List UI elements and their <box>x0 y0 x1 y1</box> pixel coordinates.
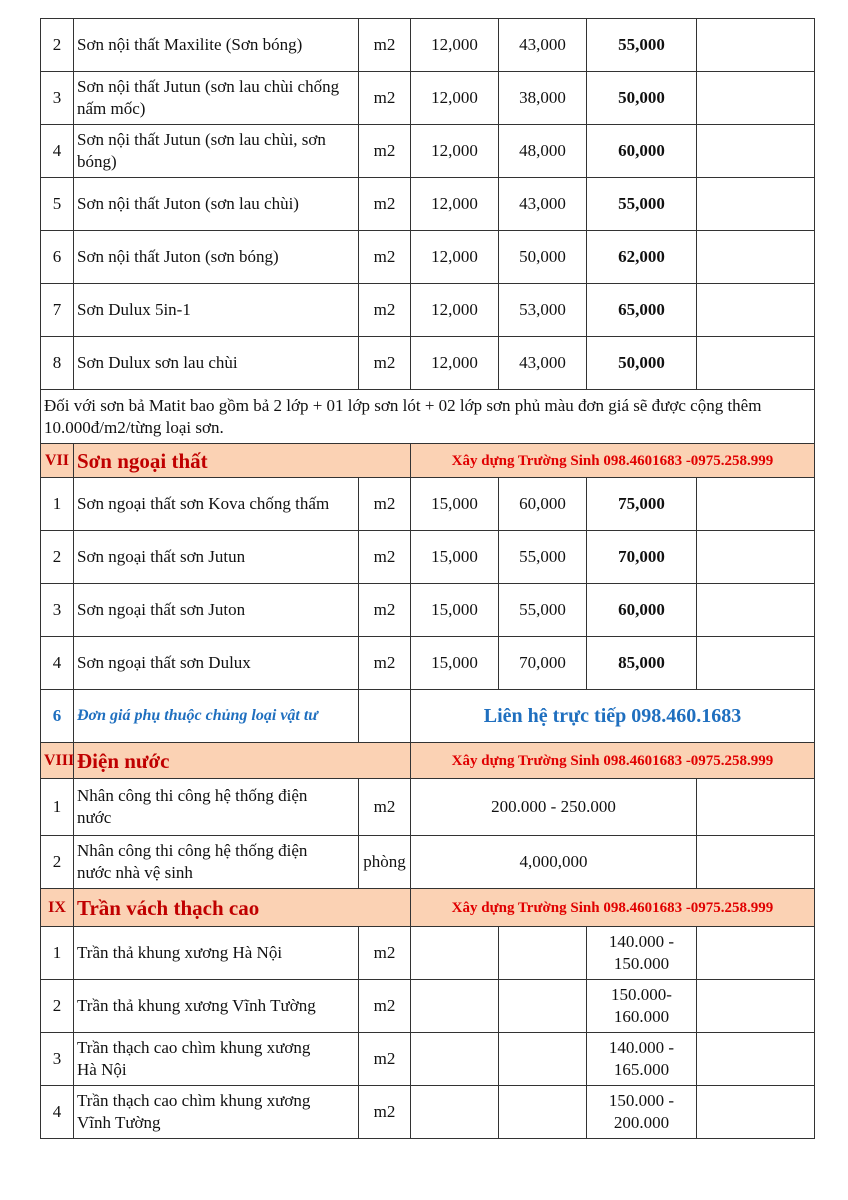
row-number: 1 <box>41 927 74 980</box>
table-row <box>41 1086 815 1139</box>
total-price: 50,000 <box>587 72 697 125</box>
price-line: 140.000 - <box>608 932 675 951</box>
row-number: 4 <box>41 125 74 178</box>
row-number: 7 <box>41 284 74 337</box>
section-header <box>41 743 815 779</box>
empty-cell <box>697 231 815 284</box>
labor-price: 12,000 <box>411 178 499 231</box>
material-price: 43,000 <box>499 337 587 390</box>
unit: m2 <box>359 72 411 125</box>
total-price: 50,000 <box>587 337 697 390</box>
row-number: 5 <box>41 178 74 231</box>
table-row <box>41 1033 815 1086</box>
empty-cell <box>411 1086 499 1139</box>
row-number: 8 <box>41 337 74 390</box>
table-row <box>41 19 815 72</box>
price-range <box>587 1086 697 1139</box>
direct-contact: Liên hệ trực tiếp 098.460.1683 <box>411 690 815 743</box>
empty-cell <box>697 125 815 178</box>
material-price: 70,000 <box>499 637 587 690</box>
unit: m2 <box>359 584 411 637</box>
empty-cell <box>499 927 587 980</box>
material-price: 53,000 <box>499 284 587 337</box>
price-line: 150.000 - <box>608 1091 675 1110</box>
labor-price: 15,000 <box>411 637 499 690</box>
item-name: Sơn ngoại thất sơn Dulux <box>74 637 359 690</box>
empty-cell <box>697 1033 815 1086</box>
section-number: VII <box>41 444 74 478</box>
item-name-line: Trần thả khung xương Hà Nội <box>77 943 283 962</box>
item-name <box>74 779 359 836</box>
unit: phòng <box>359 836 411 889</box>
price-range <box>587 1033 697 1086</box>
table-row <box>41 690 815 743</box>
price-line: 165.000 <box>613 1060 670 1079</box>
item-name: Sơn ngoại thất sơn Jutun <box>74 531 359 584</box>
total-price: 65,000 <box>587 284 697 337</box>
empty-cell <box>697 284 815 337</box>
item-name <box>74 836 359 889</box>
item-name-line: Vĩnh Tường <box>77 1113 161 1132</box>
unit: m2 <box>359 927 411 980</box>
unit: m2 <box>359 531 411 584</box>
unit: m2 <box>359 478 411 531</box>
labor-price: 12,000 <box>411 337 499 390</box>
company-contact: Xây dựng Trường Sinh 098.4601683 -0975.258.999 <box>411 444 815 478</box>
labor-price: 15,000 <box>411 531 499 584</box>
unit: m2 <box>359 637 411 690</box>
labor-price: 12,000 <box>411 125 499 178</box>
empty-cell <box>499 1033 587 1086</box>
section-title: Điện nước <box>74 743 411 779</box>
table-row <box>41 836 815 889</box>
unit: m2 <box>359 231 411 284</box>
empty-cell <box>697 337 815 390</box>
empty-cell <box>697 1086 815 1139</box>
section-header <box>41 889 815 927</box>
row-number: 2 <box>41 980 74 1033</box>
table-row <box>41 531 815 584</box>
item-name <box>74 1033 359 1086</box>
unit: m2 <box>359 337 411 390</box>
empty-cell <box>499 1086 587 1139</box>
material-price: 55,000 <box>499 584 587 637</box>
item-name-line: Trần thả khung xương Vĩnh Tường <box>77 996 316 1015</box>
empty-cell <box>697 178 815 231</box>
table-row <box>41 231 815 284</box>
table-row <box>41 178 815 231</box>
table-row <box>41 980 815 1033</box>
item-name: Sơn nội thất Jutun (sơn lau chùi chống nấm mốc) <box>74 72 359 125</box>
table-row <box>41 478 815 531</box>
material-price: 50,000 <box>499 231 587 284</box>
material-price: 38,000 <box>499 72 587 125</box>
table-row <box>41 637 815 690</box>
section-title: Trần vách thạch cao <box>74 889 411 927</box>
note-row <box>41 390 815 444</box>
total-price: 60,000 <box>587 125 697 178</box>
section-number: VIII <box>41 743 74 779</box>
row-number: 3 <box>41 1033 74 1086</box>
material-price: 60,000 <box>499 478 587 531</box>
price-line: 150.000 <box>613 954 670 973</box>
table-row <box>41 125 815 178</box>
price-line: 160.000 <box>613 1007 670 1026</box>
material-price: 43,000 <box>499 19 587 72</box>
total-price: 62,000 <box>587 231 697 284</box>
price-range <box>587 980 697 1033</box>
unit: m2 <box>359 779 411 836</box>
item-name: Sơn nội thất Maxilite (Sơn bóng) <box>74 19 359 72</box>
empty-cell <box>359 690 411 743</box>
total-price: 85,000 <box>587 637 697 690</box>
empty-cell <box>697 980 815 1033</box>
table-row <box>41 337 815 390</box>
row-number: 2 <box>41 531 74 584</box>
empty-cell <box>697 478 815 531</box>
price-line: 140.000 - <box>608 1038 675 1057</box>
labor-price: 15,000 <box>411 478 499 531</box>
item-name: Sơn Dulux sơn lau chùi <box>74 337 359 390</box>
item-name: Sơn nội thất Juton (sơn lau chùi) <box>74 178 359 231</box>
item-name <box>74 1086 359 1139</box>
total-price: 55,000 <box>587 178 697 231</box>
price-range <box>587 927 697 980</box>
row-number: 2 <box>41 19 74 72</box>
labor-price: 12,000 <box>411 72 499 125</box>
item-name-line: Nhân công thi công hệ thống điện <box>77 786 308 805</box>
section-title: Sơn ngoại thất <box>74 444 411 478</box>
row-number: 1 <box>41 779 74 836</box>
price-range: 200.000 - 250.000 <box>411 779 697 836</box>
row-number: 3 <box>41 584 74 637</box>
labor-price: 12,000 <box>411 231 499 284</box>
row-number: 3 <box>41 72 74 125</box>
item-name-line: Hà Nội <box>77 1060 127 1079</box>
item-name: Sơn nội thất Juton (sơn bóng) <box>74 231 359 284</box>
company-contact: Xây dựng Trường Sinh 098.4601683 -0975.258.999 <box>411 743 815 779</box>
item-name: Sơn nội thất Jutun (sơn lau chùi, sơn bóng) <box>74 125 359 178</box>
unit: m2 <box>359 980 411 1033</box>
empty-cell <box>411 980 499 1033</box>
section-header <box>41 444 815 478</box>
empty-cell <box>697 72 815 125</box>
total-price: 70,000 <box>587 531 697 584</box>
unit: m2 <box>359 1086 411 1139</box>
unit: m2 <box>359 178 411 231</box>
item-name <box>74 980 359 1033</box>
row-number: 6 <box>41 231 74 284</box>
item-name: Sơn ngoại thất sơn Kova chống thấm <box>74 478 359 531</box>
total-price: 55,000 <box>587 19 697 72</box>
price-line: 150.000- <box>611 985 672 1004</box>
company-contact: Xây dựng Trường Sinh 098.4601683 -0975.258.999 <box>411 889 815 927</box>
table-row <box>41 72 815 125</box>
labor-price: 12,000 <box>411 284 499 337</box>
empty-cell <box>697 19 815 72</box>
total-price: 60,000 <box>587 584 697 637</box>
material-price: 55,000 <box>499 531 587 584</box>
unit: m2 <box>359 284 411 337</box>
table-row <box>41 927 815 980</box>
empty-cell <box>697 779 815 836</box>
empty-cell <box>697 927 815 980</box>
empty-cell <box>411 1033 499 1086</box>
unit: m2 <box>359 1033 411 1086</box>
matit-note: Đối với sơn bả Matit bao gồm bả 2 lớp + 01 lớp sơn lót + 02 lớp sơn phủ màu đơn giá sẽ được cộng thêm 10.000đ/m2/từng loại sơn. <box>41 390 815 444</box>
unit: m2 <box>359 19 411 72</box>
table-row <box>41 779 815 836</box>
item-name: Sơn Dulux 5in-1 <box>74 284 359 337</box>
material-price: 48,000 <box>499 125 587 178</box>
total-price: 75,000 <box>587 478 697 531</box>
empty-cell <box>499 980 587 1033</box>
table-row <box>41 284 815 337</box>
item-name-line: nước <box>77 808 112 827</box>
section-number: IX <box>41 889 74 927</box>
labor-price: 12,000 <box>411 19 499 72</box>
row-number: 6 <box>41 690 74 743</box>
empty-cell <box>411 927 499 980</box>
item-name <box>74 927 359 980</box>
empty-cell <box>697 584 815 637</box>
price-table <box>40 18 815 1139</box>
row-number: 4 <box>41 637 74 690</box>
item-name-line: nước nhà vệ sinh <box>77 863 193 882</box>
row-number: 2 <box>41 836 74 889</box>
row-number: 4 <box>41 1086 74 1139</box>
empty-cell <box>697 637 815 690</box>
item-name: Đơn giá phụ thuộc chủng loại vật tư <box>74 690 359 743</box>
item-name-line: Nhân công thi công hệ thống điện <box>77 841 308 860</box>
unit: m2 <box>359 125 411 178</box>
table-row <box>41 584 815 637</box>
material-price: 43,000 <box>499 178 587 231</box>
empty-cell <box>697 836 815 889</box>
empty-cell <box>697 531 815 584</box>
labor-price: 15,000 <box>411 584 499 637</box>
item-name-line: Trần thạch cao chìm khung xương <box>77 1091 311 1110</box>
item-name-line: Trần thạch cao chìm khung xương <box>77 1038 311 1057</box>
price-range: 4,000,000 <box>411 836 697 889</box>
row-number: 1 <box>41 478 74 531</box>
price-line: 200.000 <box>613 1113 670 1132</box>
item-name: Sơn ngoại thất sơn Juton <box>74 584 359 637</box>
